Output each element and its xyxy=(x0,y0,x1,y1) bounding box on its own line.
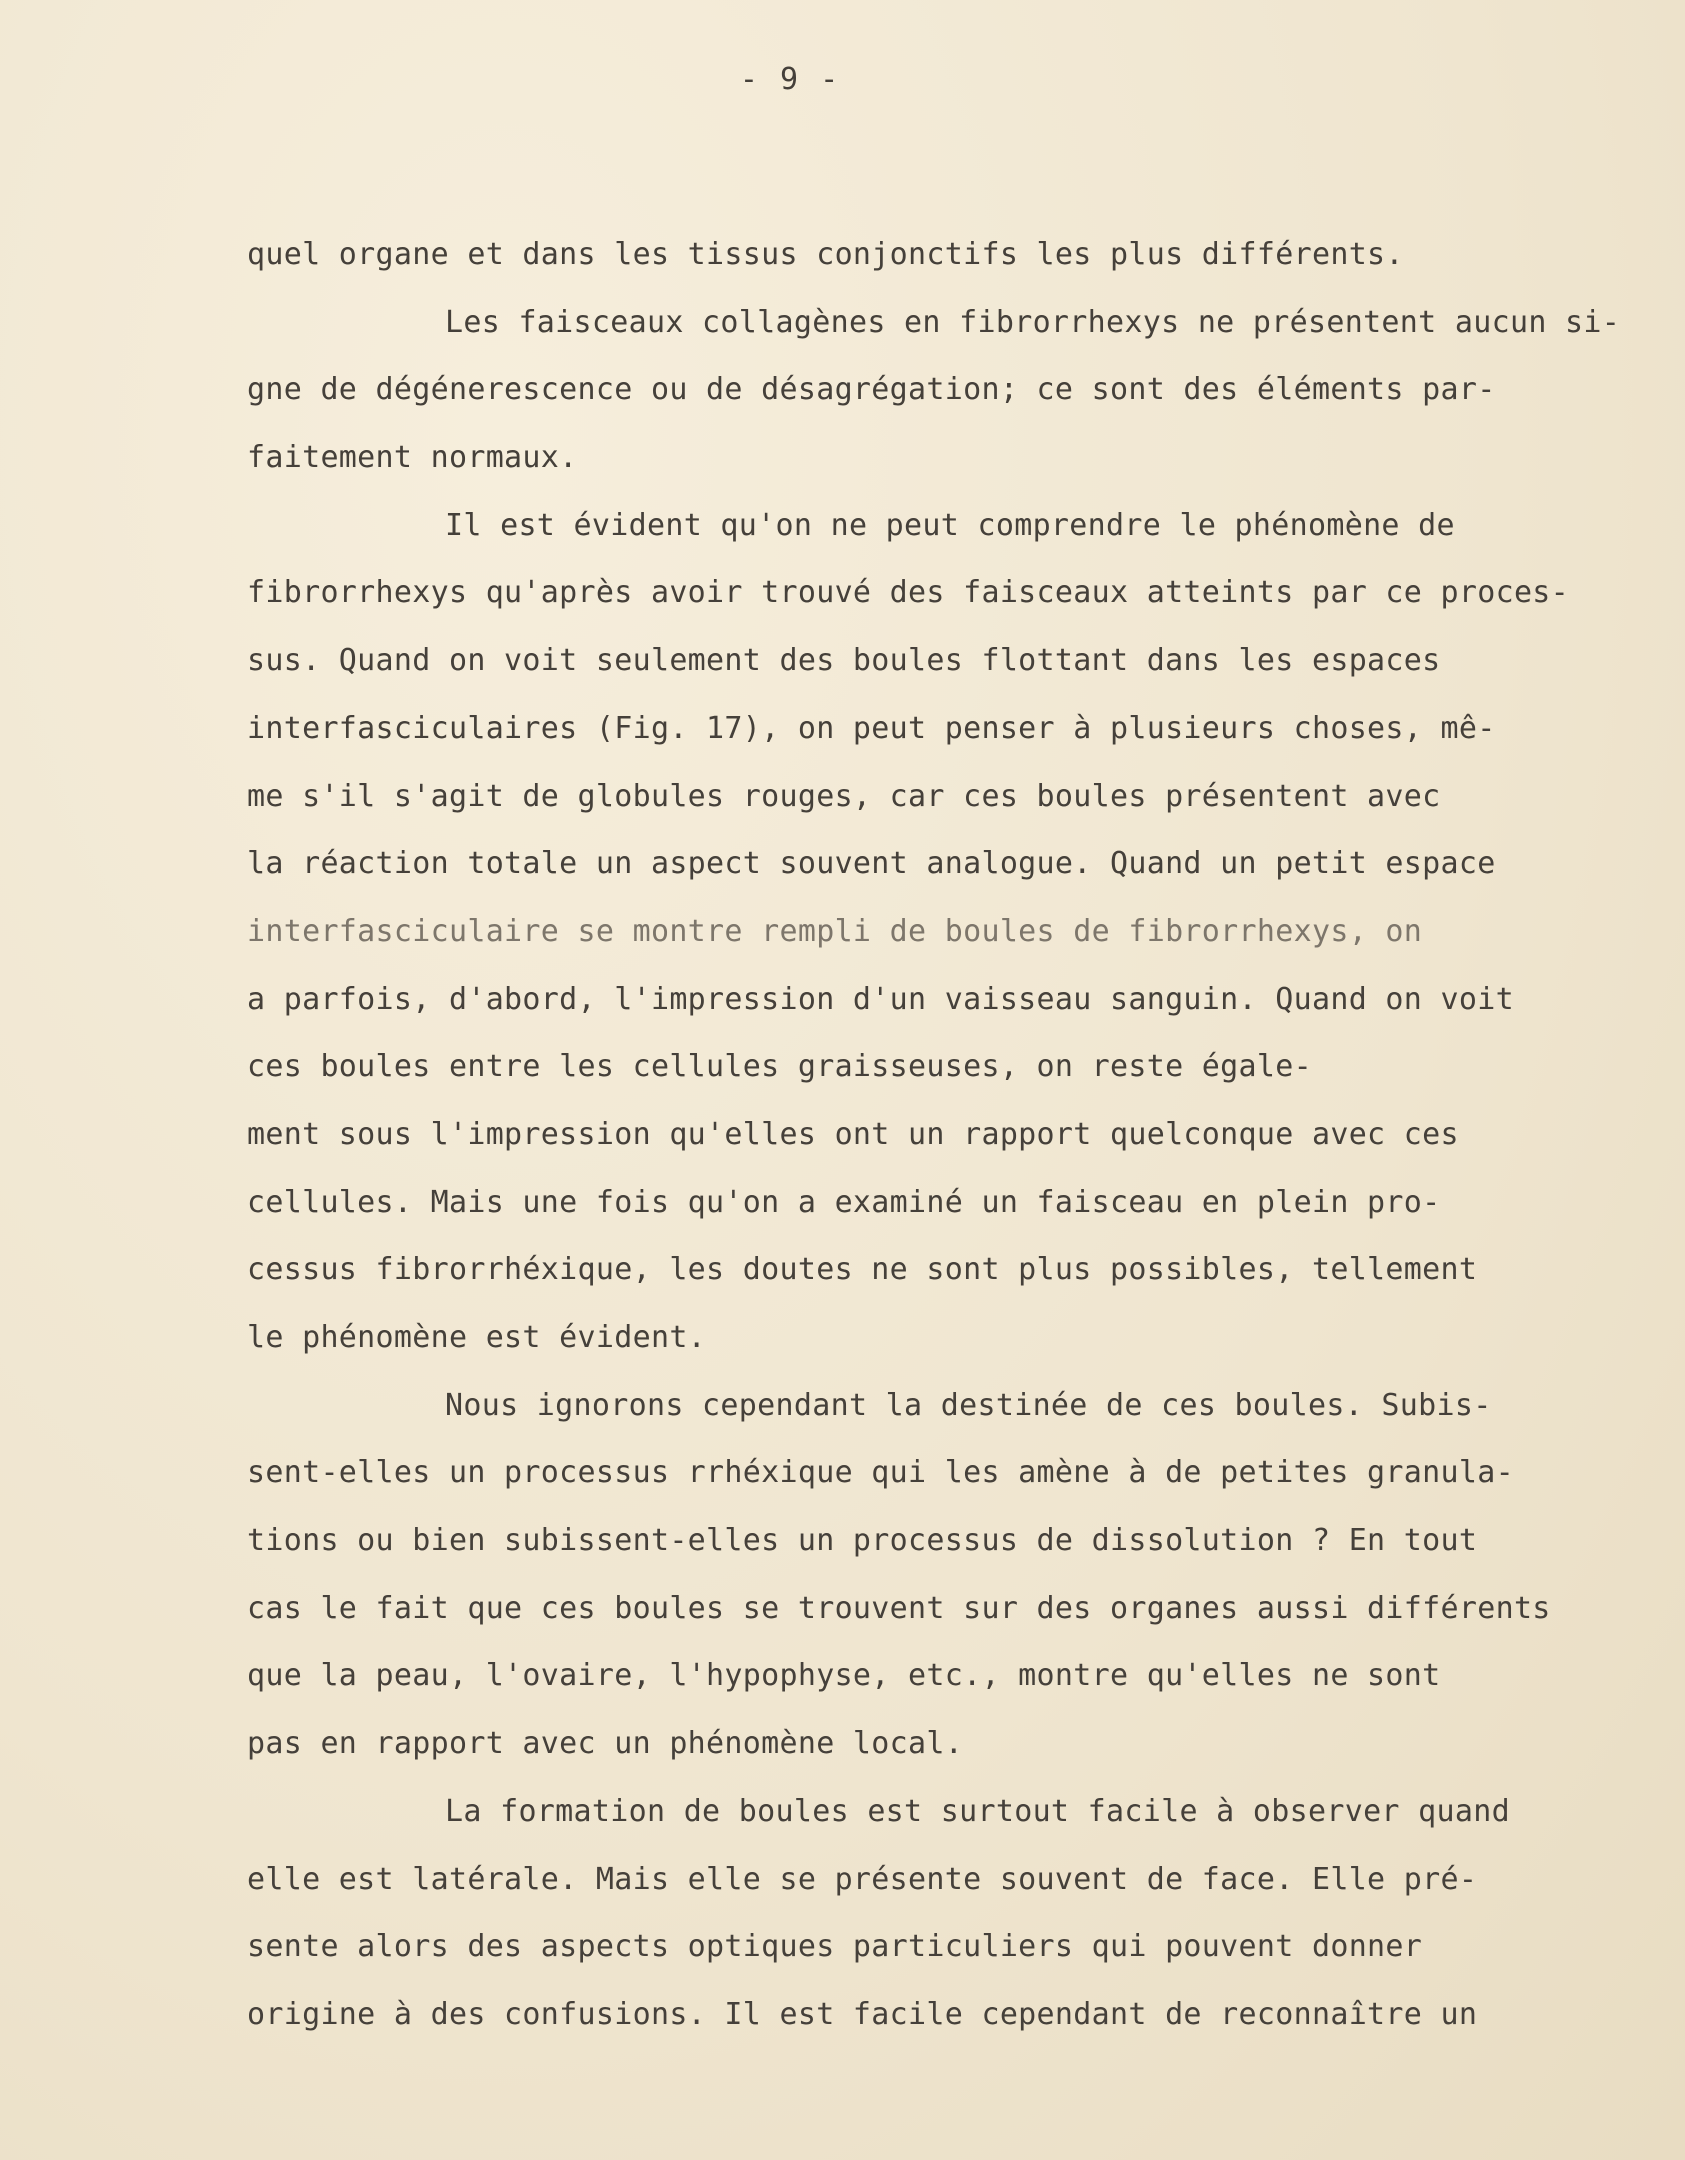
text-line: la réaction totale un aspect souvent analogue. Quand un petit espace xyxy=(247,846,1496,882)
document-body xyxy=(247,225,1627,2053)
text-line: quel organe et dans les tissus conjonctifs les plus différents. xyxy=(247,237,1404,272)
page-number: - 9 - xyxy=(739,62,841,97)
text-line: Il est évident qu'on ne peut comprendre le phénomène de xyxy=(445,507,1455,543)
text-line: interfasciculaires (Fig. 17), on peut penser à plusieurs choses, mê- xyxy=(247,710,1496,746)
text-line: gne de dégénerescence ou de désagrégation; ce sont des éléments par- xyxy=(247,372,1496,408)
text-line: pas en rapport avec un phénomène local. xyxy=(247,1726,964,1762)
text-line: origine à des confusions. Il est facile cependant de reconnaître un xyxy=(247,1996,1478,2032)
text-line: cessus fibrorrhéxique, les doutes ne sont plus possibles, tellement xyxy=(247,1252,1478,1288)
text-line: interfasciculaire se montre rempli de boules de fibrorrhexys, on xyxy=(247,913,1423,949)
text-line: faitement normaux. xyxy=(247,440,578,476)
text-line: cellules. Mais une fois qu'on a examiné un faisceau en plein pro- xyxy=(247,1184,1441,1220)
text-line: Les faisceaux collagènes en fibrorrhexys ne présentent aucun si- xyxy=(445,304,1621,340)
text-line: La formation de boules est surtout facile à observer quand xyxy=(445,1793,1510,1829)
text-line: le phénomène est évident. xyxy=(247,1320,707,1355)
text-line: ment sous l'impression qu'elles ont un rapport quelconque avec ces xyxy=(247,1116,1459,1152)
text-line: que la peau, l'ovaire, l'hypophyse, etc., montre qu'elles ne sont xyxy=(247,1658,1441,1694)
text-line: elle est latérale. Mais elle se présente souvent de face. Elle pré- xyxy=(247,1861,1478,1897)
text-line: cas le fait que ces boules se trouvent sur des organes aussi différents xyxy=(247,1590,1551,1626)
text-line: sent-elles un processus rrhéxique qui les amène à de petites granula- xyxy=(247,1455,1514,1491)
text-line: sus. Quand on voit seulement des boules flottant dans les espaces xyxy=(247,643,1441,679)
text-line: tions ou bien subissent-elles un processus de dissolution ? En tout xyxy=(247,1523,1478,1559)
text-line: a parfois, d'abord, l'impression d'un vaisseau sanguin. Quand on voit xyxy=(247,981,1514,1017)
text-line: sente alors des aspects optiques particuliers qui pouvent donner xyxy=(247,1929,1423,1965)
text-line: fibrorrhexys qu'après avoir trouvé des faisceaux atteints par ce proces- xyxy=(247,575,1570,611)
text-line: Nous ignorons cependant la destinée de ces boules. Subis- xyxy=(445,1387,1492,1423)
text-line: ces boules entre les cellules graisseuses, on reste égale- xyxy=(247,1049,1312,1085)
text-line: me s'il s'agit de globules rouges, car ces boules présentent avec xyxy=(247,778,1441,814)
